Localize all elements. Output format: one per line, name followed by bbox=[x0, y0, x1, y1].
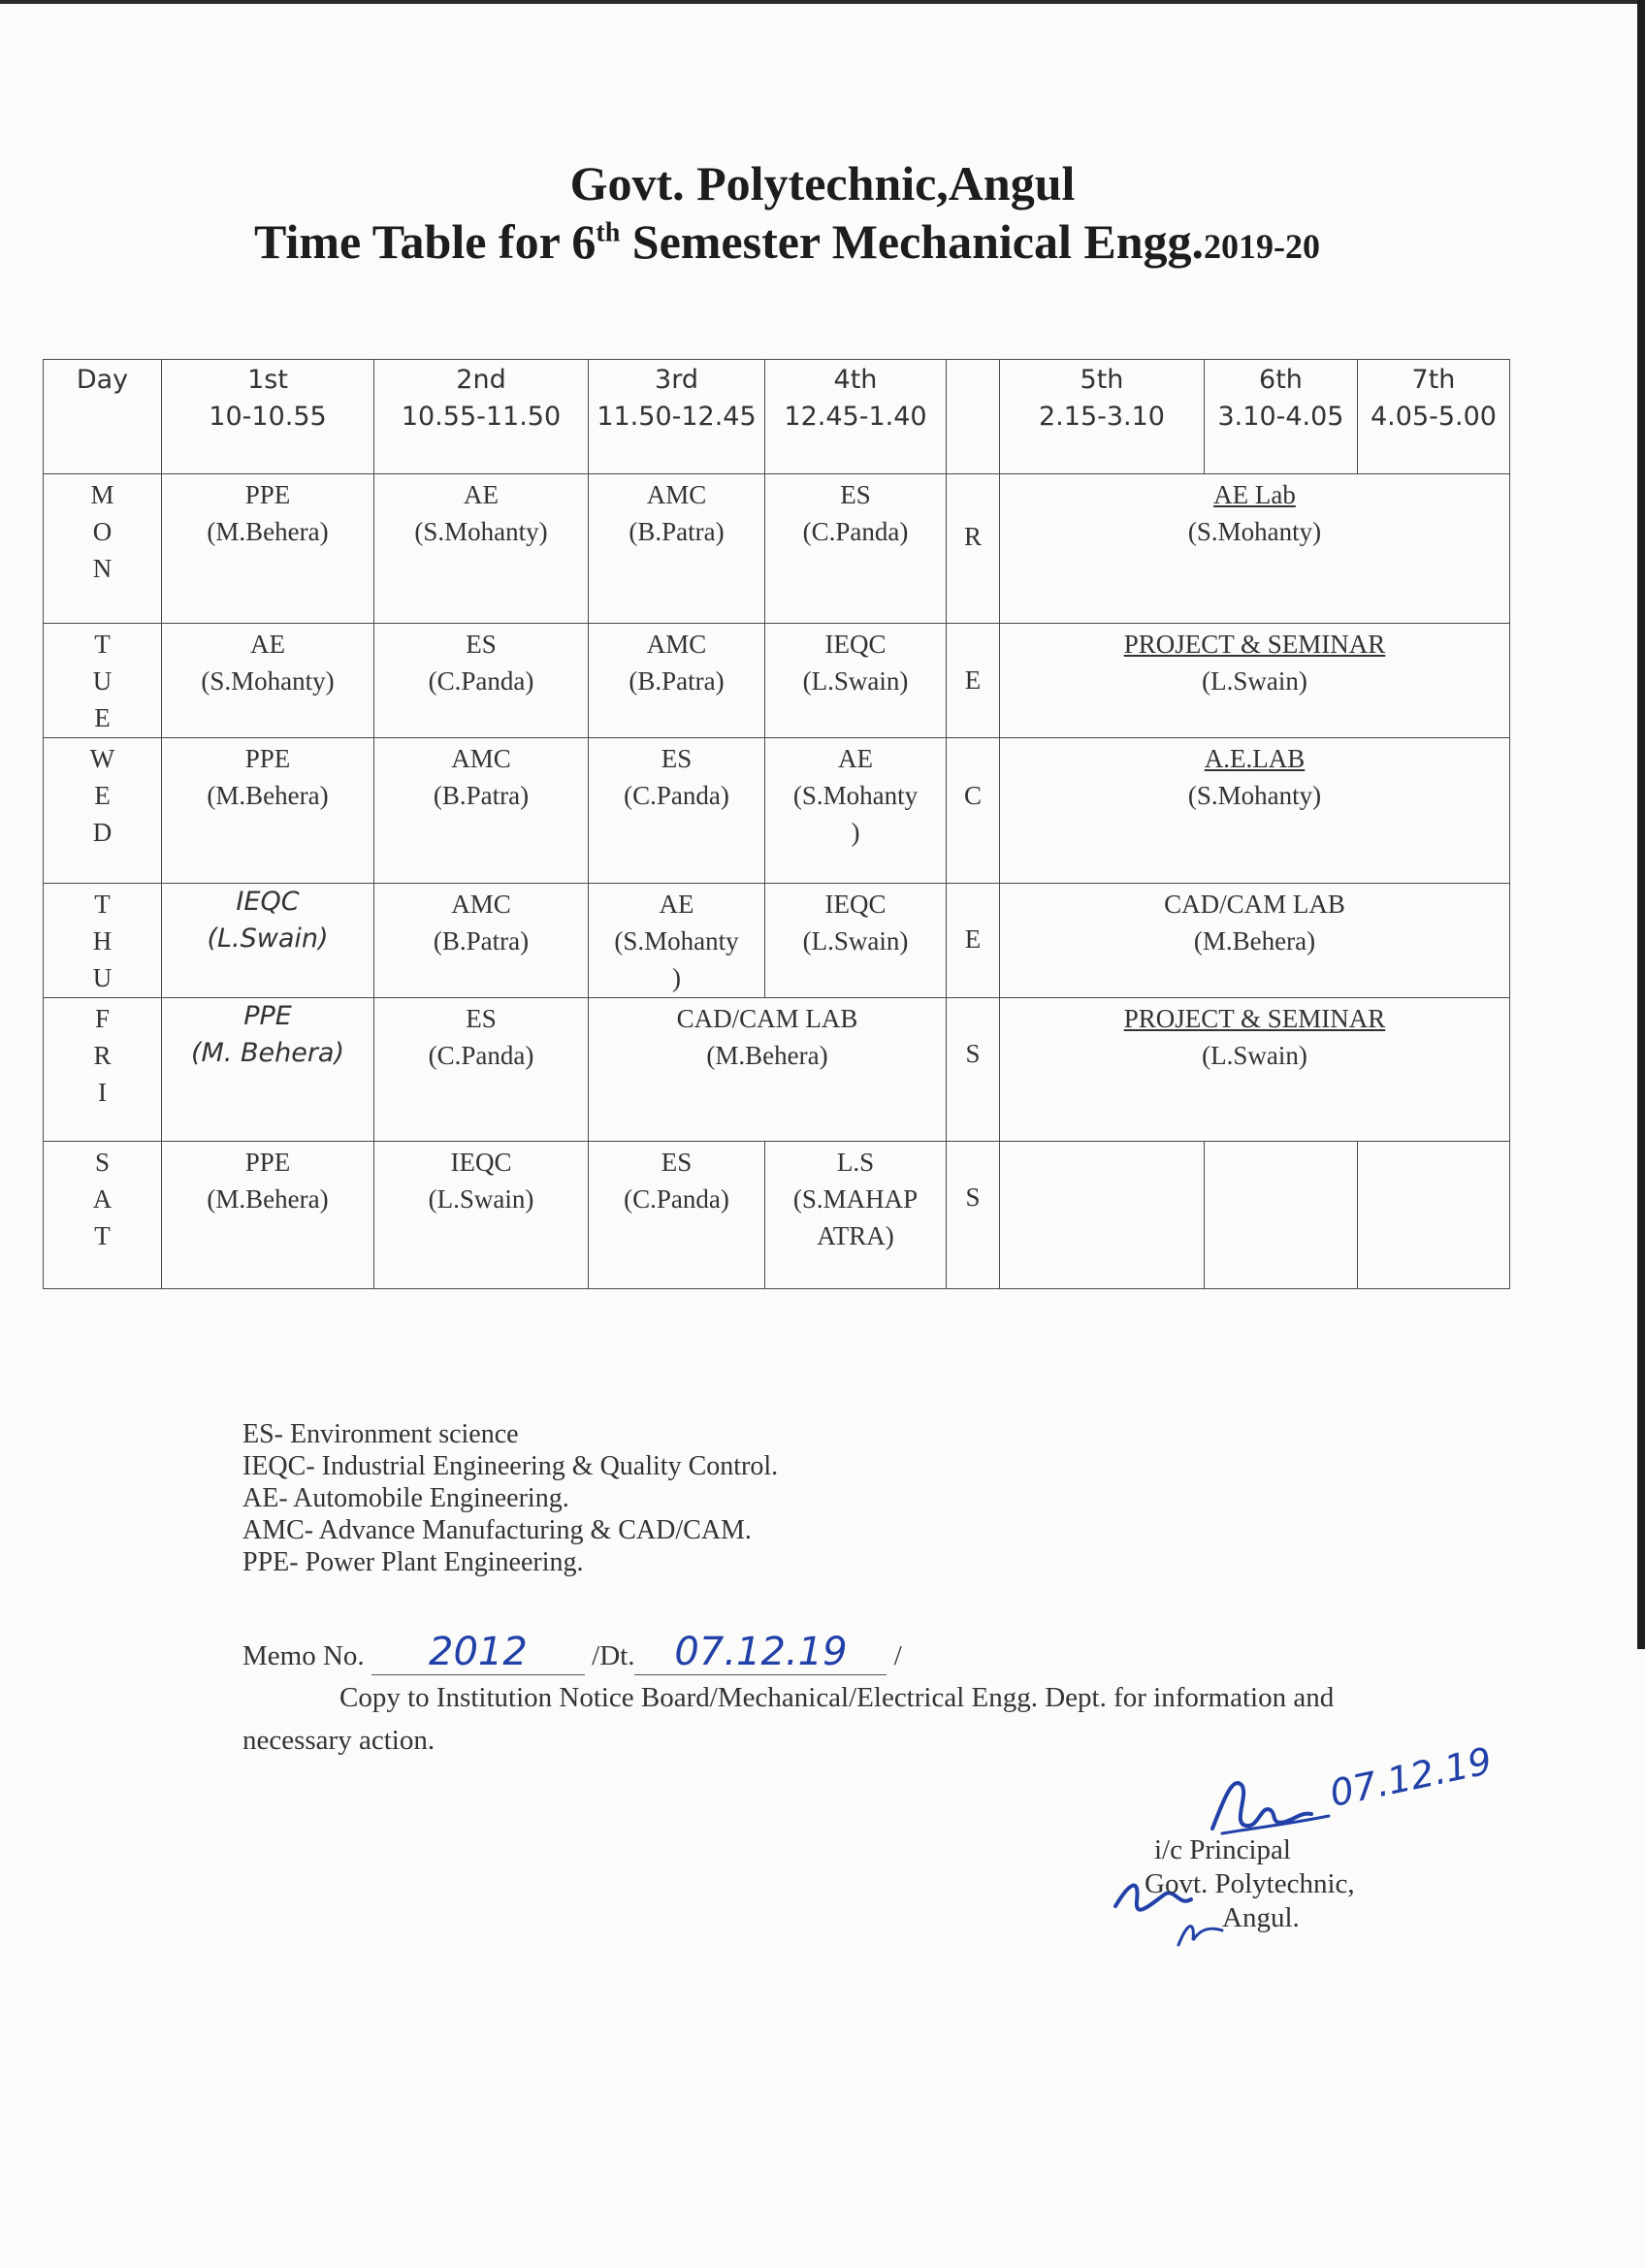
memo-date-field bbox=[634, 1630, 887, 1675]
scan-top-edge bbox=[0, 0, 1645, 4]
class-cell: IEQC (L.Swain) bbox=[374, 1142, 589, 1289]
afternoon-cell: AE Lab (S.Mohanty) bbox=[1000, 474, 1510, 624]
period-3-header: 3rd 11.50-12.45 bbox=[589, 360, 765, 474]
timetable bbox=[43, 359, 1510, 1289]
institute-title: Govt. Polytechnic,Angul bbox=[569, 156, 1076, 211]
lab-cell: CAD/CAM LAB (M.Behera) bbox=[589, 998, 947, 1142]
monday-row bbox=[44, 474, 1510, 624]
recess-cell: C bbox=[947, 738, 1000, 884]
saturday-row bbox=[44, 1142, 1510, 1289]
recess-cell: R bbox=[947, 474, 1000, 624]
period-2-header: 2nd 10.55-11.50 bbox=[374, 360, 589, 474]
recess-cell: E bbox=[947, 624, 1000, 738]
timetable-title: Time Table for 6th Semester Mechanical Engg.2019-20 bbox=[254, 214, 1321, 269]
recess-cell: E bbox=[947, 884, 1000, 998]
recess-header bbox=[947, 360, 1000, 474]
memo-end: / bbox=[893, 1640, 902, 1671]
abbreviation-item: AE- Automobile Engineering. bbox=[242, 1483, 569, 1513]
class-cell: IEQC (L.Swain) bbox=[765, 624, 947, 738]
class-cell: L.S (S.MAHAP ATRA) bbox=[765, 1142, 947, 1289]
day-cell: T H U bbox=[44, 884, 162, 998]
class-cell: AE (S.Mohanty ) bbox=[765, 738, 947, 884]
scan-right-edge bbox=[1637, 0, 1645, 1649]
memo-number: 2012 bbox=[429, 1630, 528, 1674]
memo-label: Memo No. bbox=[242, 1640, 365, 1671]
copy-instruction: Copy to Institution Notice Board/Mechanical/Electrical Engg. Dept. for information and necessary action. bbox=[242, 1682, 1335, 1756]
class-cell: PPE (M.Behera) bbox=[162, 1142, 374, 1289]
recess-cell: S bbox=[947, 1142, 1000, 1289]
day-cell: S A T bbox=[44, 1142, 162, 1289]
class-cell: ES (C.Panda) bbox=[374, 624, 589, 738]
day-cell: T U E bbox=[44, 624, 162, 738]
handwritten-class-cell: PPE (M. Behera) bbox=[162, 998, 374, 1142]
abbreviation-item: AMC- Advance Manufacturing & CAD/CAM. bbox=[242, 1515, 752, 1545]
memo-date: 07.12.19 bbox=[674, 1630, 848, 1674]
period-1-header: 1st 10-10.55 bbox=[162, 360, 374, 474]
period-7-header: 7th 4.05-5.00 bbox=[1358, 360, 1510, 474]
abbreviation-item: ES- Environment science bbox=[242, 1419, 519, 1449]
day-cell: F R I bbox=[44, 998, 162, 1142]
abbreviation-list bbox=[242, 1418, 778, 1578]
period-5-header: 5th 2.15-3.10 bbox=[1000, 360, 1205, 474]
class-cell: PPE (M.Behera) bbox=[162, 474, 374, 624]
empty-cell bbox=[1000, 1142, 1205, 1289]
day-cell: M O N bbox=[44, 474, 162, 624]
thursday-row bbox=[44, 884, 1510, 998]
class-cell: ES (C.Panda) bbox=[589, 738, 765, 884]
class-cell: AE (S.Mohanty) bbox=[162, 624, 374, 738]
class-cell: AMC (B.Patra) bbox=[589, 474, 765, 624]
class-cell: AE (S.Mohanty ) bbox=[589, 884, 765, 998]
memo-number-field bbox=[371, 1630, 585, 1675]
tuesday-row bbox=[44, 624, 1510, 738]
class-cell: IEQC (L.Swain) bbox=[765, 884, 947, 998]
class-cell: PPE (M.Behera) bbox=[162, 738, 374, 884]
friday-row bbox=[44, 998, 1510, 1142]
class-cell: ES (C.Panda) bbox=[374, 998, 589, 1142]
empty-cell bbox=[1205, 1142, 1358, 1289]
signature-line: Govt. Polytechnic, bbox=[1145, 1868, 1355, 1899]
memo-date-label: /Dt. bbox=[592, 1640, 635, 1671]
day-header: Day bbox=[44, 360, 162, 474]
class-cell: ES (C.Panda) bbox=[589, 1142, 765, 1289]
empty-cell bbox=[1358, 1142, 1510, 1289]
afternoon-cell: A.E.LAB (S.Mohanty) bbox=[1000, 738, 1510, 884]
afternoon-cell: PROJECT & SEMINAR (L.Swain) bbox=[1000, 998, 1510, 1142]
abbreviation-item: PPE- Power Plant Engineering. bbox=[242, 1547, 584, 1577]
signature-date: 07.12.19 bbox=[1326, 1738, 1496, 1816]
class-cell: ES (C.Panda) bbox=[765, 474, 947, 624]
period-4-header: 4th 12.45-1.40 bbox=[765, 360, 947, 474]
signature-line: Angul. bbox=[1222, 1902, 1300, 1933]
afternoon-cell: CAD/CAM LAB (M.Behera) bbox=[1000, 884, 1510, 998]
abbreviation-item: IEQC- Industrial Engineering & Quality Control. bbox=[242, 1451, 779, 1481]
period-6-header: 6th 3.10-4.05 bbox=[1205, 360, 1358, 474]
class-cell: AMC (B.Patra) bbox=[589, 624, 765, 738]
wednesday-row bbox=[44, 738, 1510, 884]
day-cell: W E D bbox=[44, 738, 162, 884]
class-cell: AMC (B.Patra) bbox=[374, 884, 589, 998]
signature-block bbox=[1145, 1833, 1355, 1935]
recess-cell: S bbox=[947, 998, 1000, 1142]
handwritten-class-cell: IEQC (L.Swain) bbox=[162, 884, 374, 998]
class-cell: AMC (B.Patra) bbox=[374, 738, 589, 884]
header-row bbox=[44, 360, 1510, 474]
afternoon-cell: PROJECT & SEMINAR (L.Swain) bbox=[1000, 624, 1510, 738]
signature-line: i/c Principal bbox=[1154, 1834, 1291, 1865]
class-cell: AE (S.Mohanty) bbox=[374, 474, 589, 624]
memo-line bbox=[242, 1630, 902, 1675]
